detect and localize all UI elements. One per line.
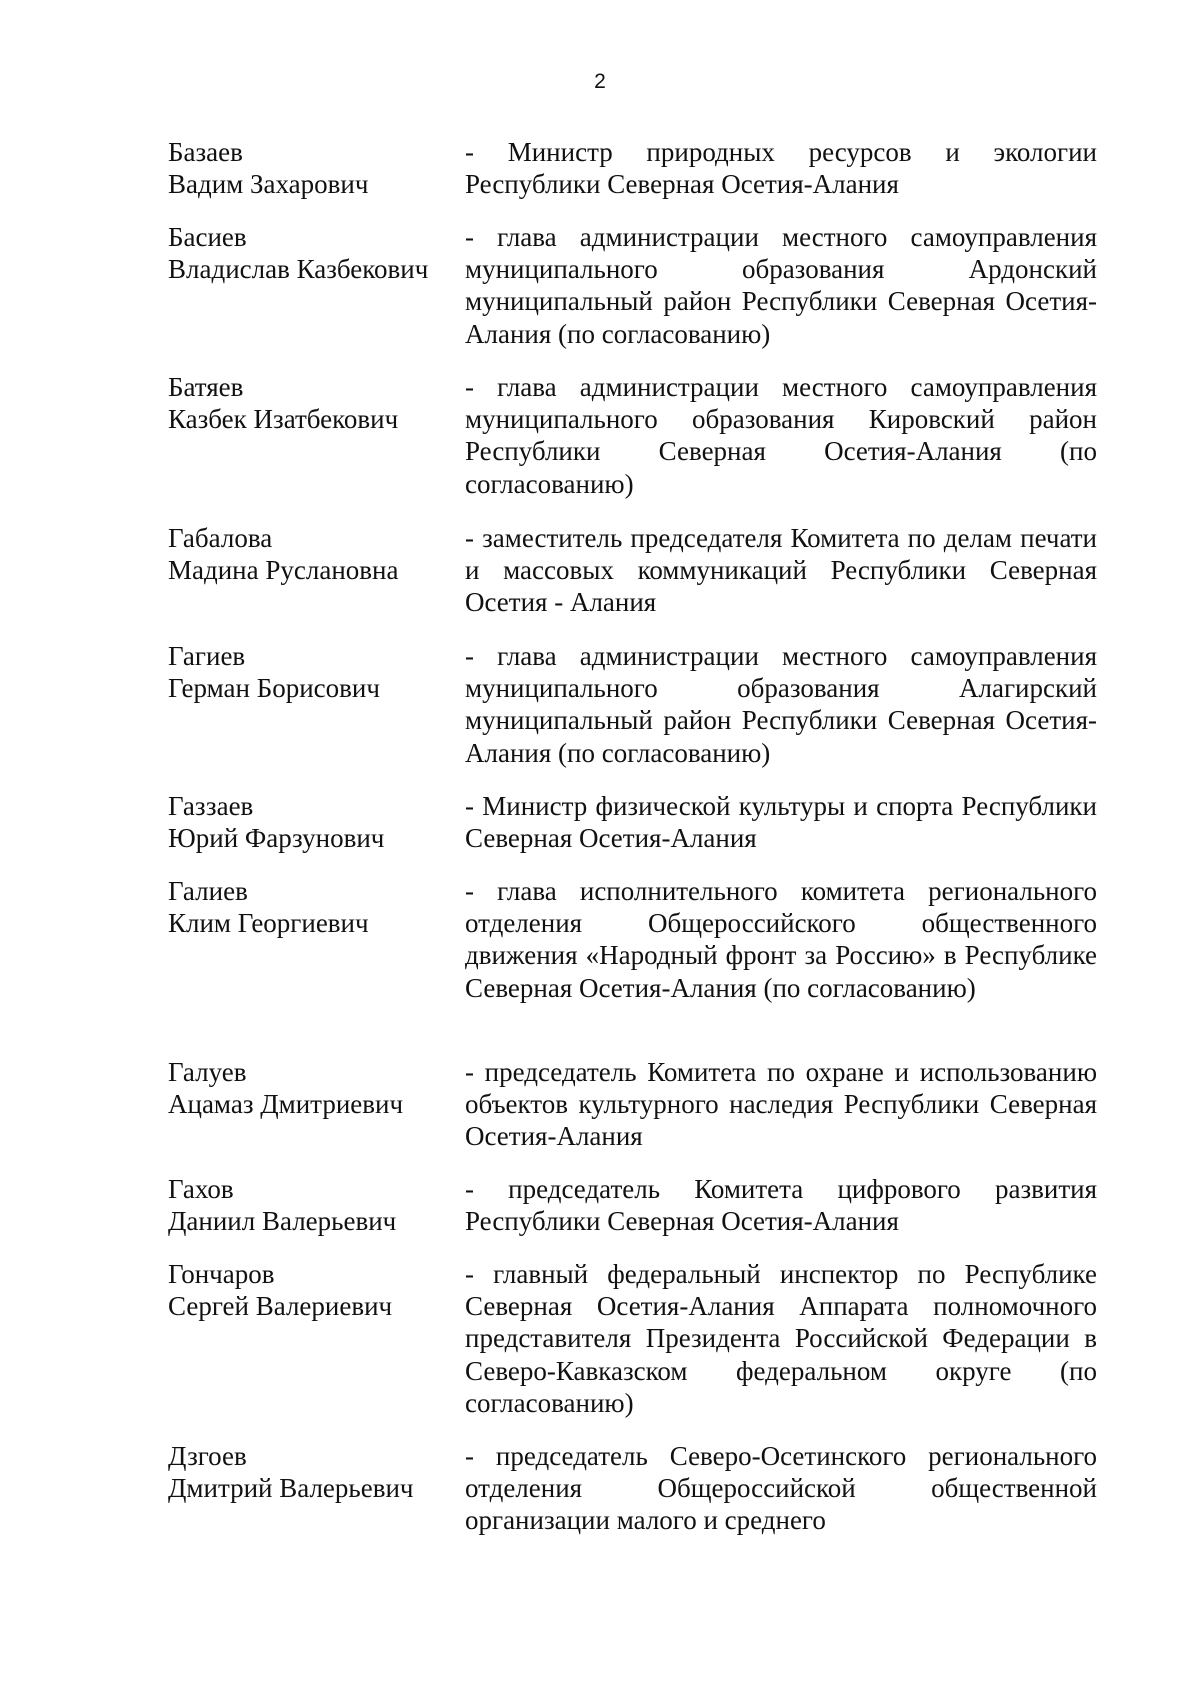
member-surname: Гагиев bbox=[168, 641, 246, 671]
member-surname: Галиев bbox=[168, 876, 248, 906]
member-name bbox=[168, 522, 458, 586]
member-given-name: Владислав Казбекович bbox=[168, 254, 429, 285]
member-given-name: Даниил Валерьевич bbox=[168, 1206, 397, 1237]
member-given-name: Казбек Изатбекович bbox=[168, 404, 399, 435]
member-given-name: Клим Георгиевич bbox=[168, 908, 369, 939]
member-role: - Министр физической культуры и спорта Республики Северная Осетия-Алания bbox=[465, 791, 1097, 854]
member-name bbox=[168, 1056, 458, 1120]
member-surname: Галуев bbox=[168, 1057, 247, 1087]
member-name bbox=[168, 1258, 458, 1322]
member-name bbox=[168, 1440, 458, 1504]
member-given-name: Герман Борисович bbox=[168, 673, 380, 704]
member-name bbox=[168, 875, 458, 939]
member-surname: Гончаров bbox=[168, 1259, 275, 1289]
member-role: - главный федеральный инспектор по Республике Северная Осетия-Алания Аппарата полномочного представителя Президента Российской Федерации в Северо-Кавказском федеральном округе (по согласованию) bbox=[465, 1259, 1097, 1418]
member-given-name: Юрий Фарзунович bbox=[168, 823, 385, 854]
member-role: - глава администрации местного самоуправления муниципального образования Кировский район Республики Северная Осетия-Алания (по согласованию) bbox=[465, 372, 1097, 499]
member-name bbox=[168, 136, 458, 200]
member-name bbox=[168, 790, 458, 854]
member-name bbox=[168, 1173, 458, 1237]
member-surname: Габалова bbox=[168, 523, 273, 553]
member-surname: Гахов bbox=[168, 1174, 234, 1204]
member-surname: Дзгоев bbox=[168, 1441, 247, 1471]
member-name bbox=[168, 221, 458, 285]
member-role: - Министр природных ресурсов и экологии Республики Северная Осетия-Алания bbox=[465, 137, 1097, 200]
member-role: - председатель Комитета цифрового развития Республики Северная Осетия-Алания bbox=[465, 1174, 1097, 1237]
member-name bbox=[168, 640, 458, 704]
member-role: - глава администрации местного самоуправления муниципального образования Алагирский муниципальный район Республики Северная Осетия-Алания (по согласованию) bbox=[465, 641, 1097, 768]
member-surname: Базаев bbox=[168, 137, 243, 167]
member-given-name: Ацамаз Дмитриевич bbox=[168, 1089, 404, 1120]
member-name bbox=[168, 371, 458, 435]
member-role: - глава администрации местного самоуправления муниципального образования Ардонский муниципальный район Республики Северная Осетия-Алания (по согласованию) bbox=[465, 222, 1097, 349]
member-surname: Батяев bbox=[168, 372, 244, 402]
member-role: - председатель Комитета по охране и использованию объектов культурного наследия Республики Северная Осетия-Алания bbox=[465, 1057, 1097, 1152]
page-number: 2 bbox=[594, 70, 606, 93]
member-role: - заместитель председателя Комитета по делам печати и массовых коммуникаций Республики Северная Осетия - Алания bbox=[465, 523, 1097, 618]
member-given-name: Дмитрий Валерьевич bbox=[168, 1473, 414, 1504]
member-role: - председатель Северо-Осетинского регионального отделения Общероссийской общественной организации малого и среднего bbox=[465, 1441, 1097, 1536]
member-given-name: Вадим Захарович bbox=[168, 169, 369, 200]
member-given-name: Сергей Валериевич bbox=[168, 1291, 393, 1322]
member-role: - глава исполнительного комитета регионального отделения Общероссийского общественного движения «Народный фронт за Россию» в Республике Северная Осетия-Алания (по согласованию) bbox=[465, 876, 1097, 1003]
member-surname: Басиев bbox=[168, 222, 247, 252]
member-given-name: Мадина Руслановна bbox=[168, 555, 399, 586]
member-surname: Газзаев bbox=[168, 791, 254, 821]
